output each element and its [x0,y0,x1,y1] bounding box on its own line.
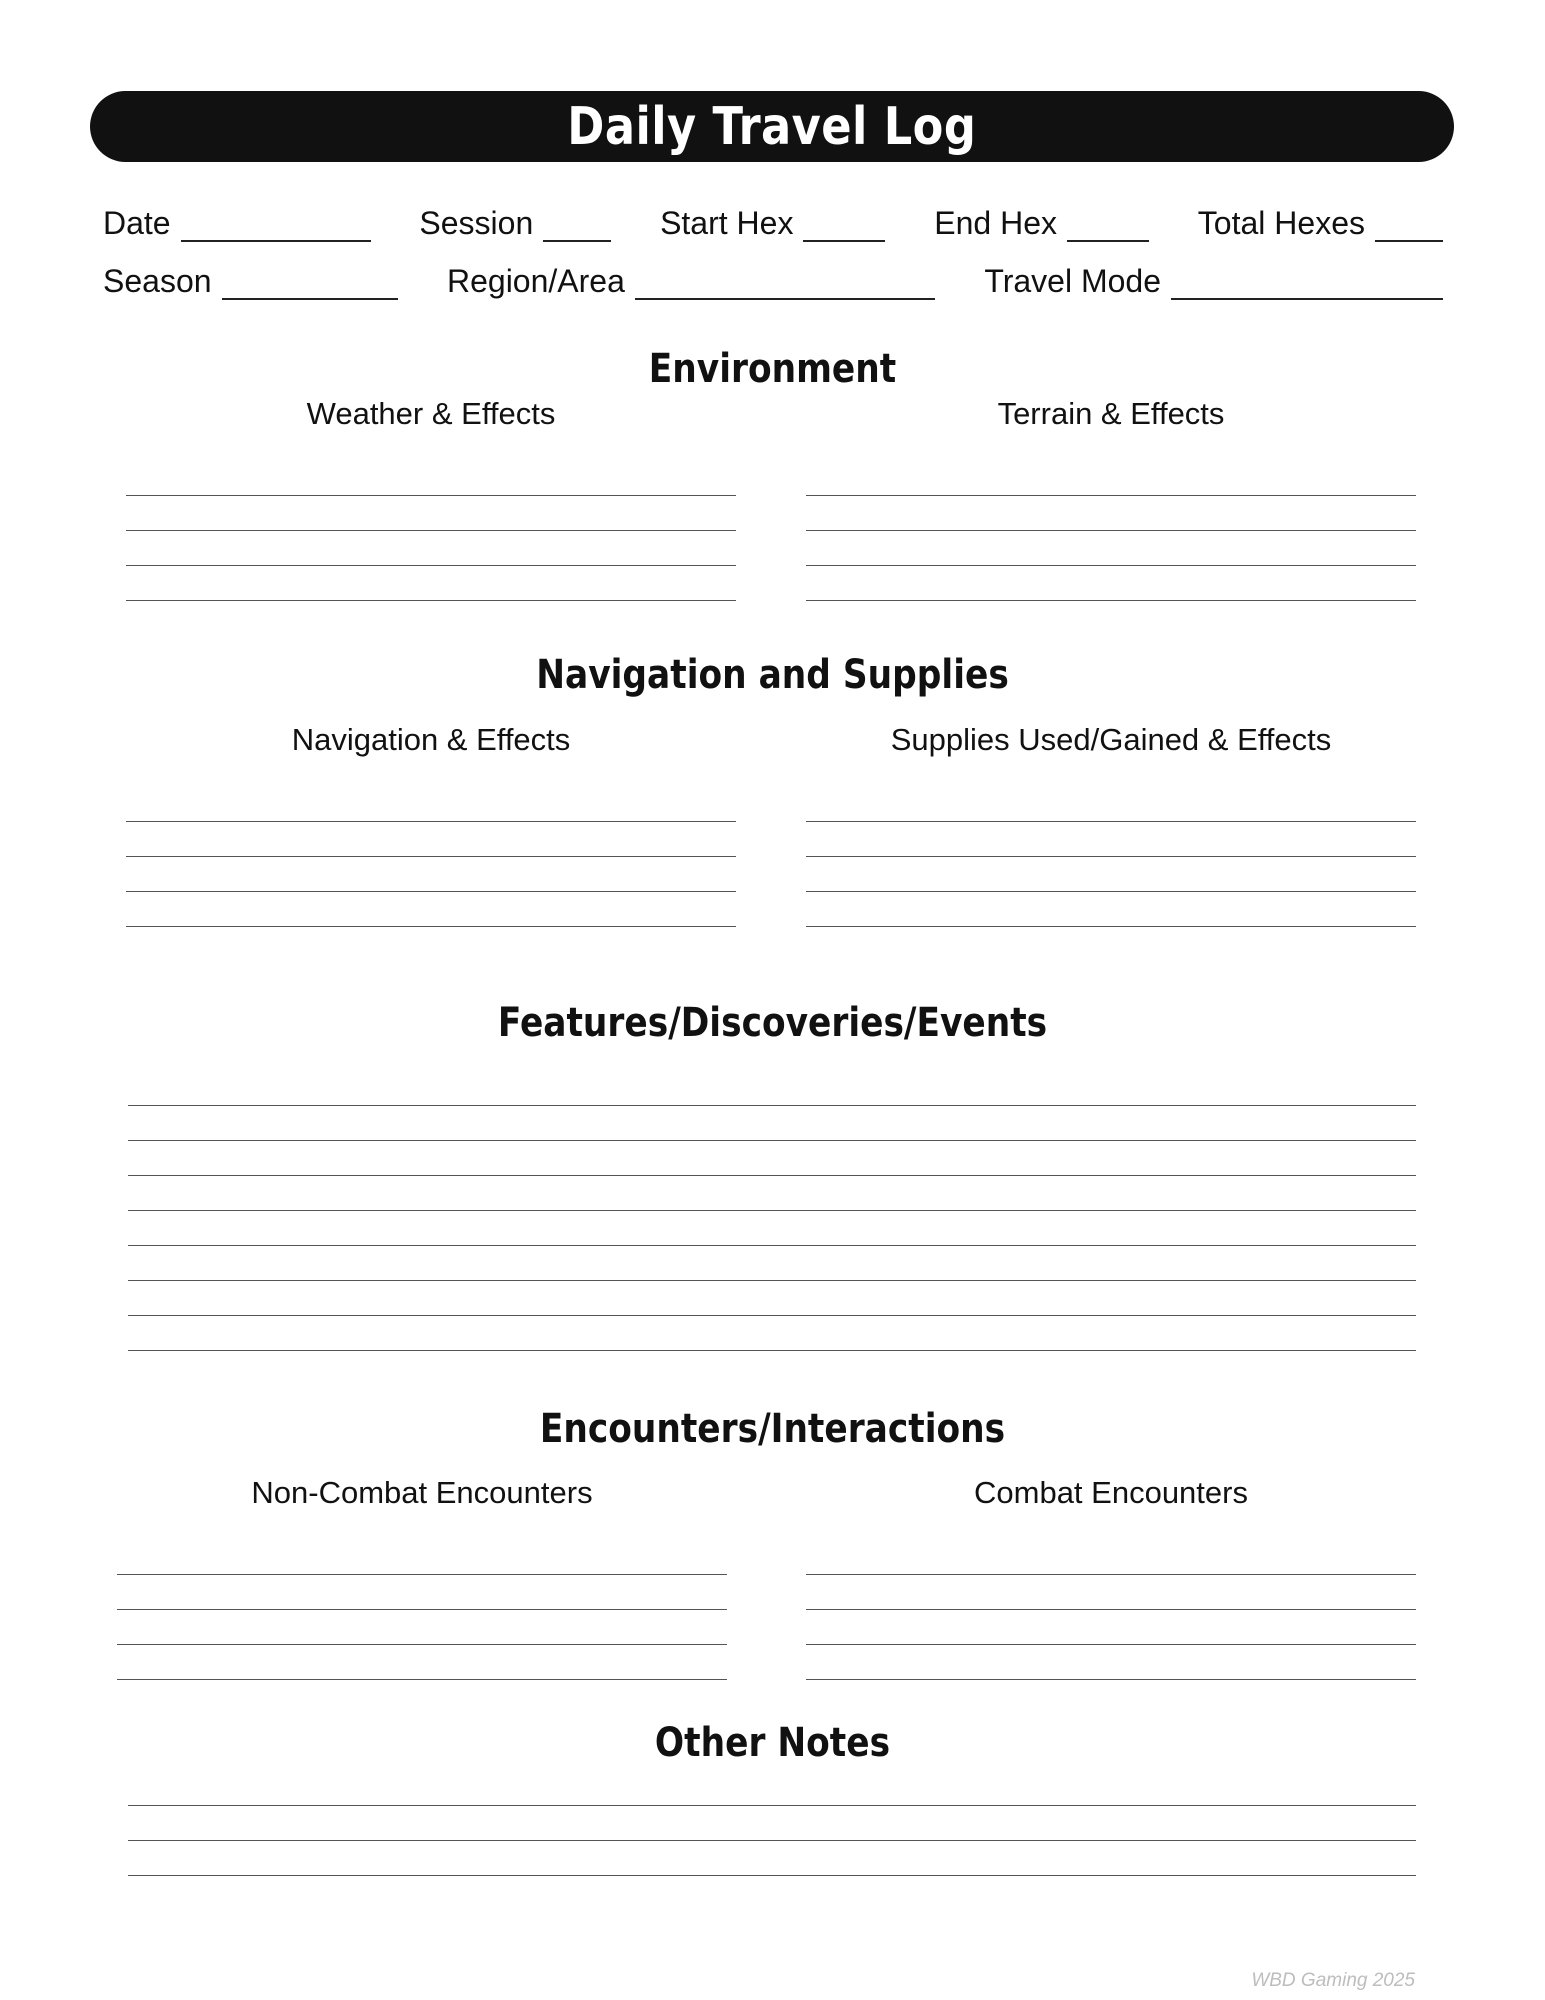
session-label: Session [419,205,534,241]
travel-mode-input-line[interactable] [1171,268,1443,300]
supplies-effects-label: Supplies Used/Gained & Effects [890,722,1332,757]
weather-effects-label: Weather & Effects [306,396,556,431]
date-label: Date [103,205,171,241]
season-field[interactable] [103,263,398,300]
session-field[interactable] [419,205,611,242]
page-title: Daily Travel Log [567,96,977,157]
other-notes-title: Other Notes [654,1720,891,1766]
header-row-1 [103,198,1443,242]
travel-mode-label: Travel Mode [984,263,1161,299]
session-input-line[interactable] [543,210,611,242]
region-area-label: Region/Area [446,263,625,299]
total-hexes-label: Total Hexes [1197,205,1365,241]
terrain-effects-label: Terrain & Effects [997,396,1225,431]
features-title: Features/Discoveries/Events [497,1000,1048,1046]
travel-mode-field[interactable] [984,263,1443,300]
start-hex-input-line[interactable] [803,210,885,242]
end-hex-input-line[interactable] [1067,210,1149,242]
combat-encounters-lines[interactable] [806,1540,1416,1680]
supplies-effects-lines[interactable] [806,787,1416,927]
features-lines[interactable] [128,1071,1416,1351]
start-hex-field[interactable] [660,205,885,242]
date-field[interactable] [103,205,371,242]
season-input-line[interactable] [222,268,398,300]
navigation-supplies-title: Navigation and Supplies [536,652,1009,698]
encounters-title: Encounters/Interactions [539,1406,1006,1452]
end-hex-label: End Hex [934,205,1057,241]
navigation-effects-label: Navigation & Effects [291,722,571,757]
region-area-field[interactable] [447,263,935,300]
terrain-effects-lines[interactable] [806,461,1416,601]
region-area-input-line[interactable] [635,268,935,300]
environment-title: Environment [648,346,897,392]
start-hex-label: Start Hex [660,205,794,241]
header-row-2 [103,256,1443,300]
weather-effects-lines[interactable] [126,461,736,601]
total-hexes-input-line[interactable] [1375,210,1443,242]
combat-encounters-label: Combat Encounters [974,1475,1248,1510]
end-hex-field[interactable] [934,205,1149,242]
total-hexes-field[interactable] [1198,205,1443,242]
non-combat-encounters-label: Non-Combat Encounters [251,1475,593,1510]
footer-credit: WBD Gaming 2025 [1251,1970,1415,1991]
season-label: Season [103,263,212,299]
non-combat-encounters-lines[interactable] [117,1540,727,1680]
date-input-line[interactable] [181,210,371,242]
other-notes-lines[interactable] [128,1771,1416,1876]
navigation-effects-lines[interactable] [126,787,736,927]
title-bar [90,91,1454,162]
